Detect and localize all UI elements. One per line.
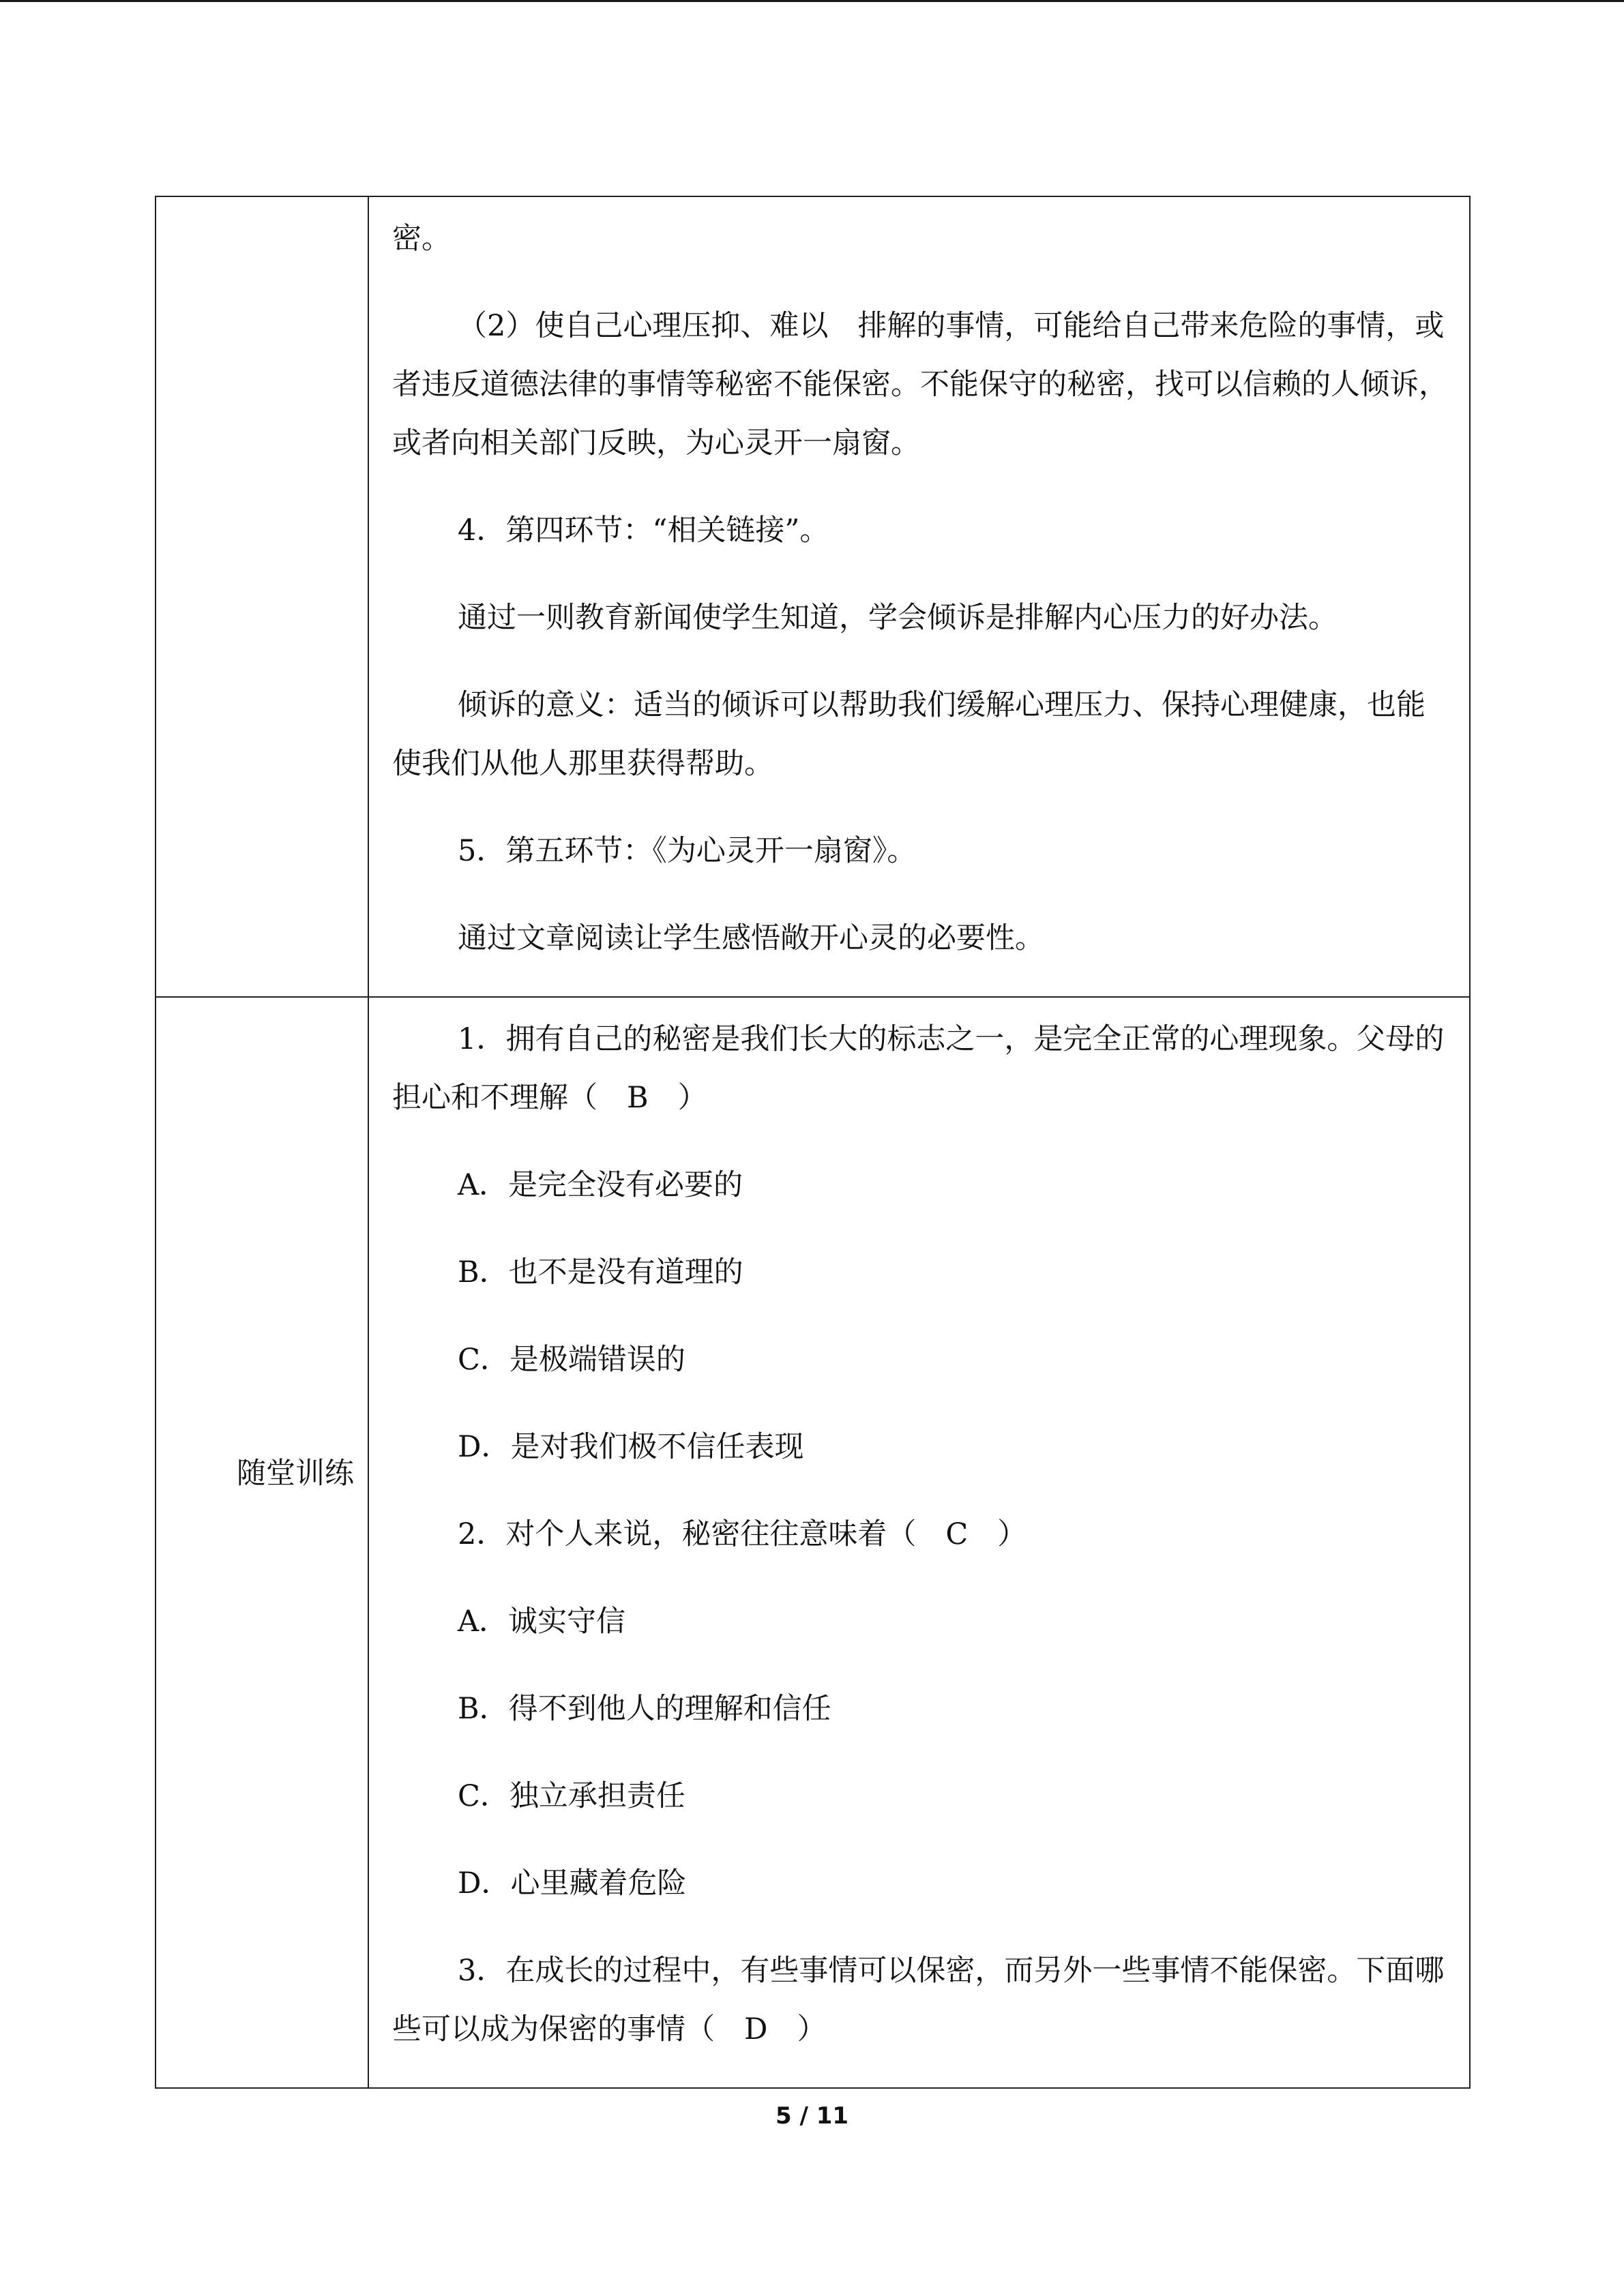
question-1-option-c: C．是极端错误的 bbox=[458, 1343, 685, 1377]
row-label-in-class-practice: 随堂训练 bbox=[237, 1457, 354, 1491]
question-2-option-c: C．独立承担责任 bbox=[458, 1779, 685, 1813]
question-1: 1．拥有自己的秘密是我们长大的标志之一，是完全正常的心理现象。父母的担心和不理解（ B ） bbox=[392, 1022, 1445, 1115]
question-2-option-a: A．诚实守信 bbox=[458, 1605, 626, 1639]
question-3: 3．在成长的过程中，有些事情可以保密，而另外一些事情不能保密。下面哪些可以成为保密的事情（ D ） bbox=[392, 1954, 1445, 2046]
paragraph-step-four-heading: 4．第四环节：“相关链接”。 bbox=[458, 513, 829, 548]
question-2: 2．对个人来说，秘密往往意味着（ C ） bbox=[458, 1517, 1027, 1551]
question-1-option-b: B．也不是没有道理的 bbox=[458, 1255, 743, 1289]
table-row-teaching-process bbox=[156, 196, 1470, 997]
paragraph-step-five-body: 通过文章阅读让学生感悟敞开心灵的必要性。 bbox=[458, 921, 1044, 955]
paragraph-step-four-body: 通过一则教育新闻使学生知道，学会倾诉是排解内心压力的好办法。 bbox=[458, 601, 1338, 635]
lesson-plan-table bbox=[155, 196, 1471, 2089]
row-label-cell-empty bbox=[156, 196, 368, 997]
question-1-option-a: A．是完全没有必要的 bbox=[458, 1168, 743, 1202]
row-label-cell bbox=[156, 997, 368, 2088]
page-top-border bbox=[0, 0, 1624, 2]
question-2-option-b: B．得不到他人的理解和信任 bbox=[458, 1692, 831, 1726]
paragraph-step-five-heading: 5．第五环节：《为心灵开一扇窗》。 bbox=[458, 834, 917, 868]
paragraph-meaning-of-confiding: 倾诉的意义：适当的倾诉可以帮助我们缓解心理压力、保持心理健康，也能使我们从他人那里获得帮助。 bbox=[392, 688, 1426, 781]
page-number: 5 / 11 bbox=[775, 2102, 849, 2130]
row-content-cell bbox=[368, 997, 1470, 2088]
table-row-in-class-practice bbox=[156, 997, 1470, 2088]
question-1-option-d: D．是对我们极不信任表现 bbox=[458, 1430, 804, 1464]
question-2-option-d: D．心里藏着危险 bbox=[458, 1866, 687, 1900]
paragraph-secret-end: 密。 bbox=[392, 222, 451, 256]
row-content-cell bbox=[368, 196, 1470, 997]
paragraph-secrets-not-kept: （2）使自己心理压抑、难以 排解的事情，可能给自己带来危险的事情，或者违反道德法律的事情等秘密不能保密。不能保守的秘密，找可以信赖的人倾诉，或者向相关部门反映，为心灵开一扇窗。 bbox=[392, 309, 1448, 460]
